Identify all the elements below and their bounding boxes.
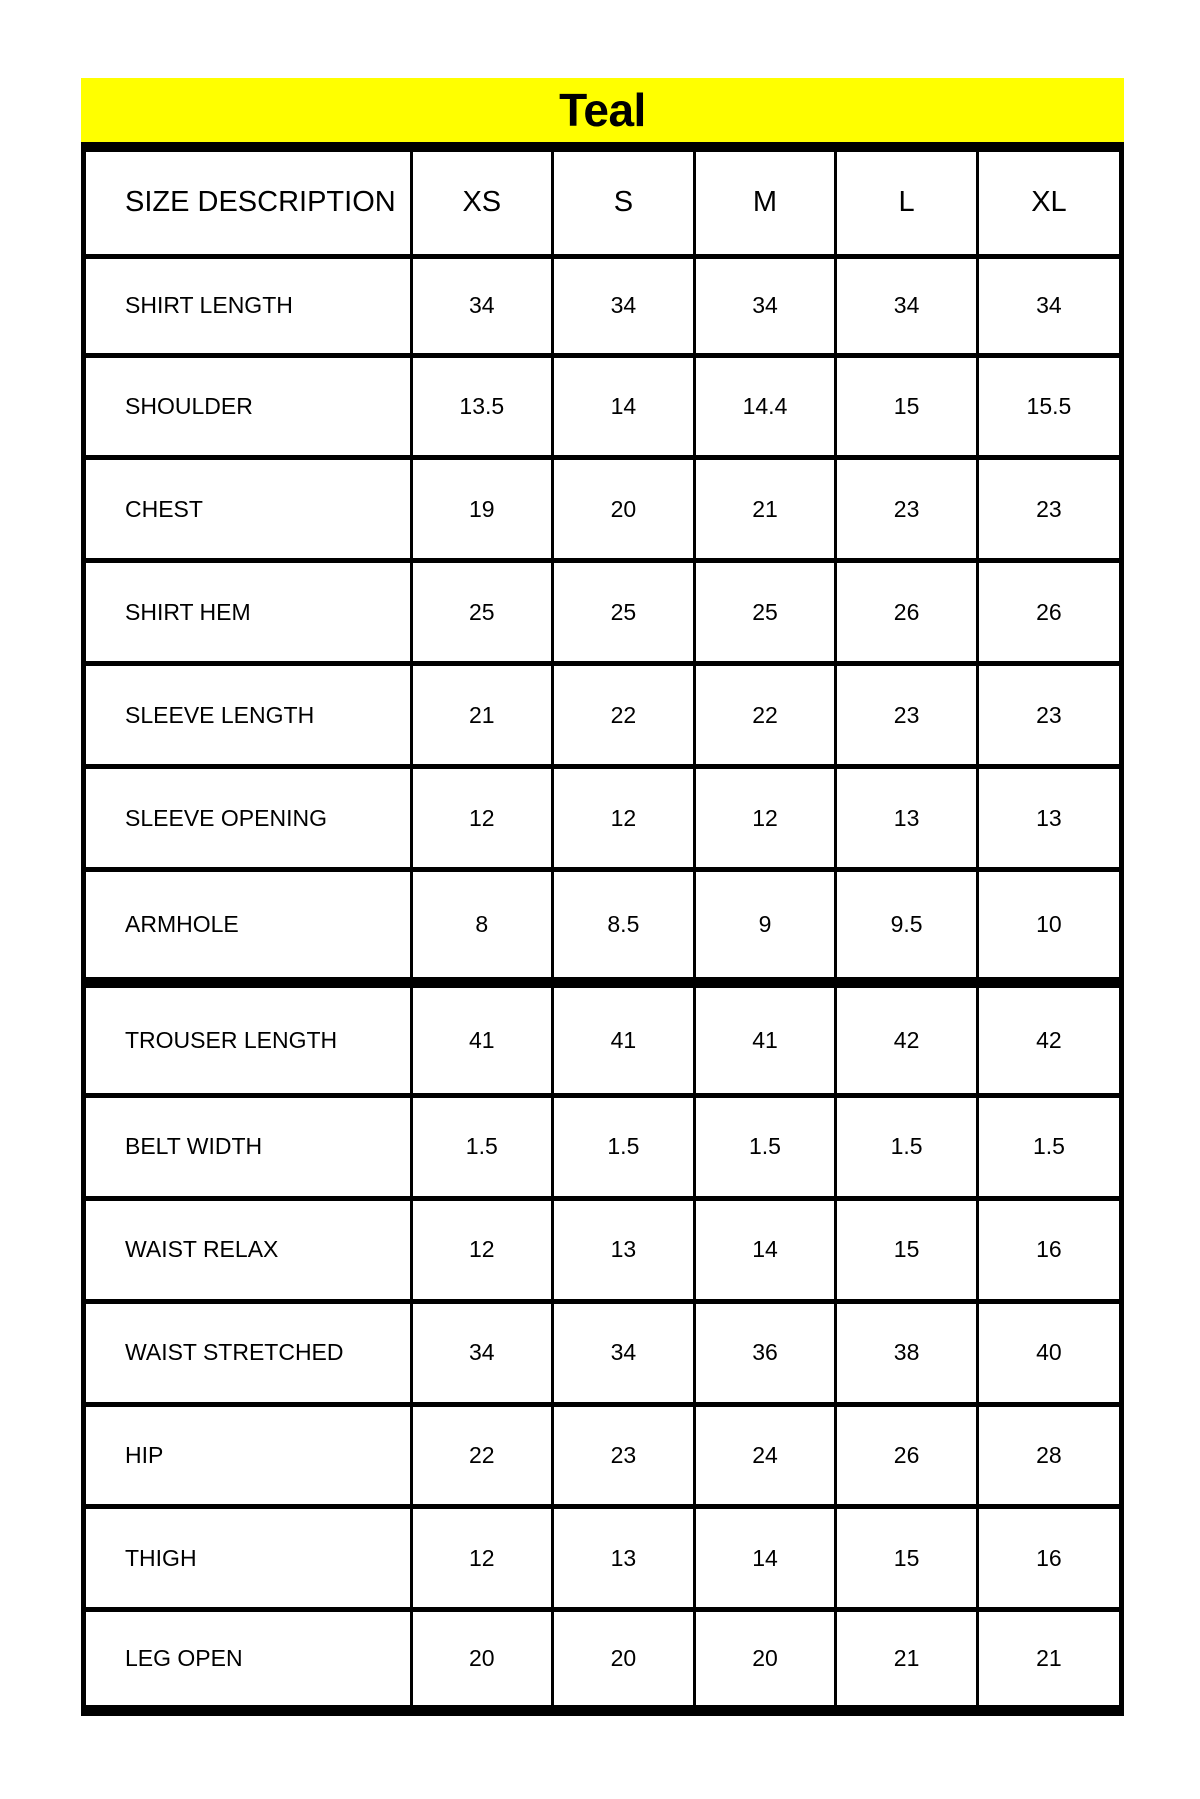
table-row [86,1507,1119,1610]
table-row [86,1198,1119,1301]
measurement-cell: 20 [411,1610,553,1705]
measurement-cell: 22 [411,1404,553,1507]
row-label: SHIRT LENGTH [86,256,411,355]
measurement-cell: 24 [694,1404,836,1507]
measurement-cell: 22 [553,664,695,767]
measurement-cell: 1.5 [977,1095,1119,1198]
measurement-cell: 23 [836,664,978,767]
table-row [86,561,1119,664]
measurement-cell: 15 [836,1507,978,1610]
measurement-cell: 12 [411,1198,553,1301]
measurement-cell: 41 [553,982,695,1095]
measurement-cell: 25 [553,561,695,664]
measurement-cell: 23 [836,458,978,561]
measurement-cell: 41 [694,982,836,1095]
row-label: CHEST [86,458,411,561]
measurement-cell: 13 [553,1507,695,1610]
measurement-cell: 23 [977,458,1119,561]
table-row [86,458,1119,561]
row-label: SHOULDER [86,355,411,458]
measurement-cell: 12 [411,1507,553,1610]
measurement-cell: 34 [411,1301,553,1404]
measurement-cell: 13 [977,767,1119,870]
table-row [86,982,1119,1095]
row-label: WAIST STRETCHED [86,1301,411,1404]
row-label: SHIRT HEM [86,561,411,664]
measurement-cell: 42 [836,982,978,1095]
table-row [86,355,1119,458]
table-row [86,1610,1119,1705]
measurement-cell: 23 [553,1404,695,1507]
measurement-cell: 8 [411,870,553,983]
measurement-cell: 14.4 [694,355,836,458]
measurement-cell: 25 [694,561,836,664]
measurement-cell: 19 [411,458,553,561]
measurement-cell: 25 [411,561,553,664]
header-size-xl: XL [977,152,1119,256]
measurement-cell: 28 [977,1404,1119,1507]
header-size-m: M [694,152,836,256]
measurement-cell: 12 [411,767,553,870]
measurement-cell: 15.5 [977,355,1119,458]
measurement-cell: 14 [694,1507,836,1610]
header-size-xs: XS [411,152,553,256]
measurement-cell: 13.5 [411,355,553,458]
measurement-cell: 8.5 [553,870,695,983]
row-label: WAIST RELAX [86,1198,411,1301]
row-label: THIGH [86,1507,411,1610]
row-label: SLEEVE LENGTH [86,664,411,767]
table-row [86,664,1119,767]
measurement-cell: 23 [977,664,1119,767]
header-row [86,152,1119,256]
title-banner [81,78,1124,142]
measurement-cell: 16 [977,1507,1119,1610]
row-label: BELT WIDTH [86,1095,411,1198]
measurement-cell: 21 [411,664,553,767]
measurement-cell: 34 [694,256,836,355]
measurement-cell: 1.5 [411,1095,553,1198]
measurement-cell: 41 [411,982,553,1095]
measurement-cell: 1.5 [836,1095,978,1198]
measurement-cell: 1.5 [553,1095,695,1198]
table-row [86,1404,1119,1507]
measurement-cell: 15 [836,355,978,458]
measurement-cell: 42 [977,982,1119,1095]
measurement-cell: 14 [553,355,695,458]
measurement-cell: 40 [977,1301,1119,1404]
measurement-cell: 34 [553,256,695,355]
measurement-cell: 21 [694,458,836,561]
measurement-cell: 12 [553,767,695,870]
row-label: HIP [86,1404,411,1507]
row-label: SLEEVE OPENING [86,767,411,870]
header-size-s: S [553,152,695,256]
measurement-cell: 34 [553,1301,695,1404]
size-chart-table [86,152,1119,1705]
measurement-cell: 26 [836,1404,978,1507]
measurement-cell: 20 [553,1610,695,1705]
measurement-cell: 26 [836,561,978,664]
measurement-cell: 9 [694,870,836,983]
measurement-cell: 13 [836,767,978,870]
measurement-cell: 9.5 [836,870,978,983]
measurement-cell: 16 [977,1198,1119,1301]
size-chart-body [86,256,1119,1705]
row-label: ARMHOLE [86,870,411,983]
measurement-cell: 34 [836,256,978,355]
measurement-cell: 20 [694,1610,836,1705]
table-row [86,1301,1119,1404]
measurement-cell: 12 [694,767,836,870]
measurement-cell: 14 [694,1198,836,1301]
table-row [86,870,1119,983]
measurement-cell: 1.5 [694,1095,836,1198]
measurement-cell: 38 [836,1301,978,1404]
measurement-cell: 22 [694,664,836,767]
size-chart-frame [81,142,1124,1716]
table-row [86,256,1119,355]
table-row [86,767,1119,870]
measurement-cell: 10 [977,870,1119,983]
measurement-cell: 21 [836,1610,978,1705]
row-label: LEG OPEN [86,1610,411,1705]
measurement-cell: 13 [553,1198,695,1301]
measurement-cell: 34 [977,256,1119,355]
measurement-cell: 34 [411,256,553,355]
measurement-cell: 26 [977,561,1119,664]
measurement-cell: 20 [553,458,695,561]
header-size-description: SIZE DESCRIPTION [86,152,411,256]
row-label: TROUSER LENGTH [86,982,411,1095]
header-size-l: L [836,152,978,256]
measurement-cell: 21 [977,1610,1119,1705]
table-row [86,1095,1119,1198]
measurement-cell: 36 [694,1301,836,1404]
measurement-cell: 15 [836,1198,978,1301]
page-title: Teal [559,84,646,136]
